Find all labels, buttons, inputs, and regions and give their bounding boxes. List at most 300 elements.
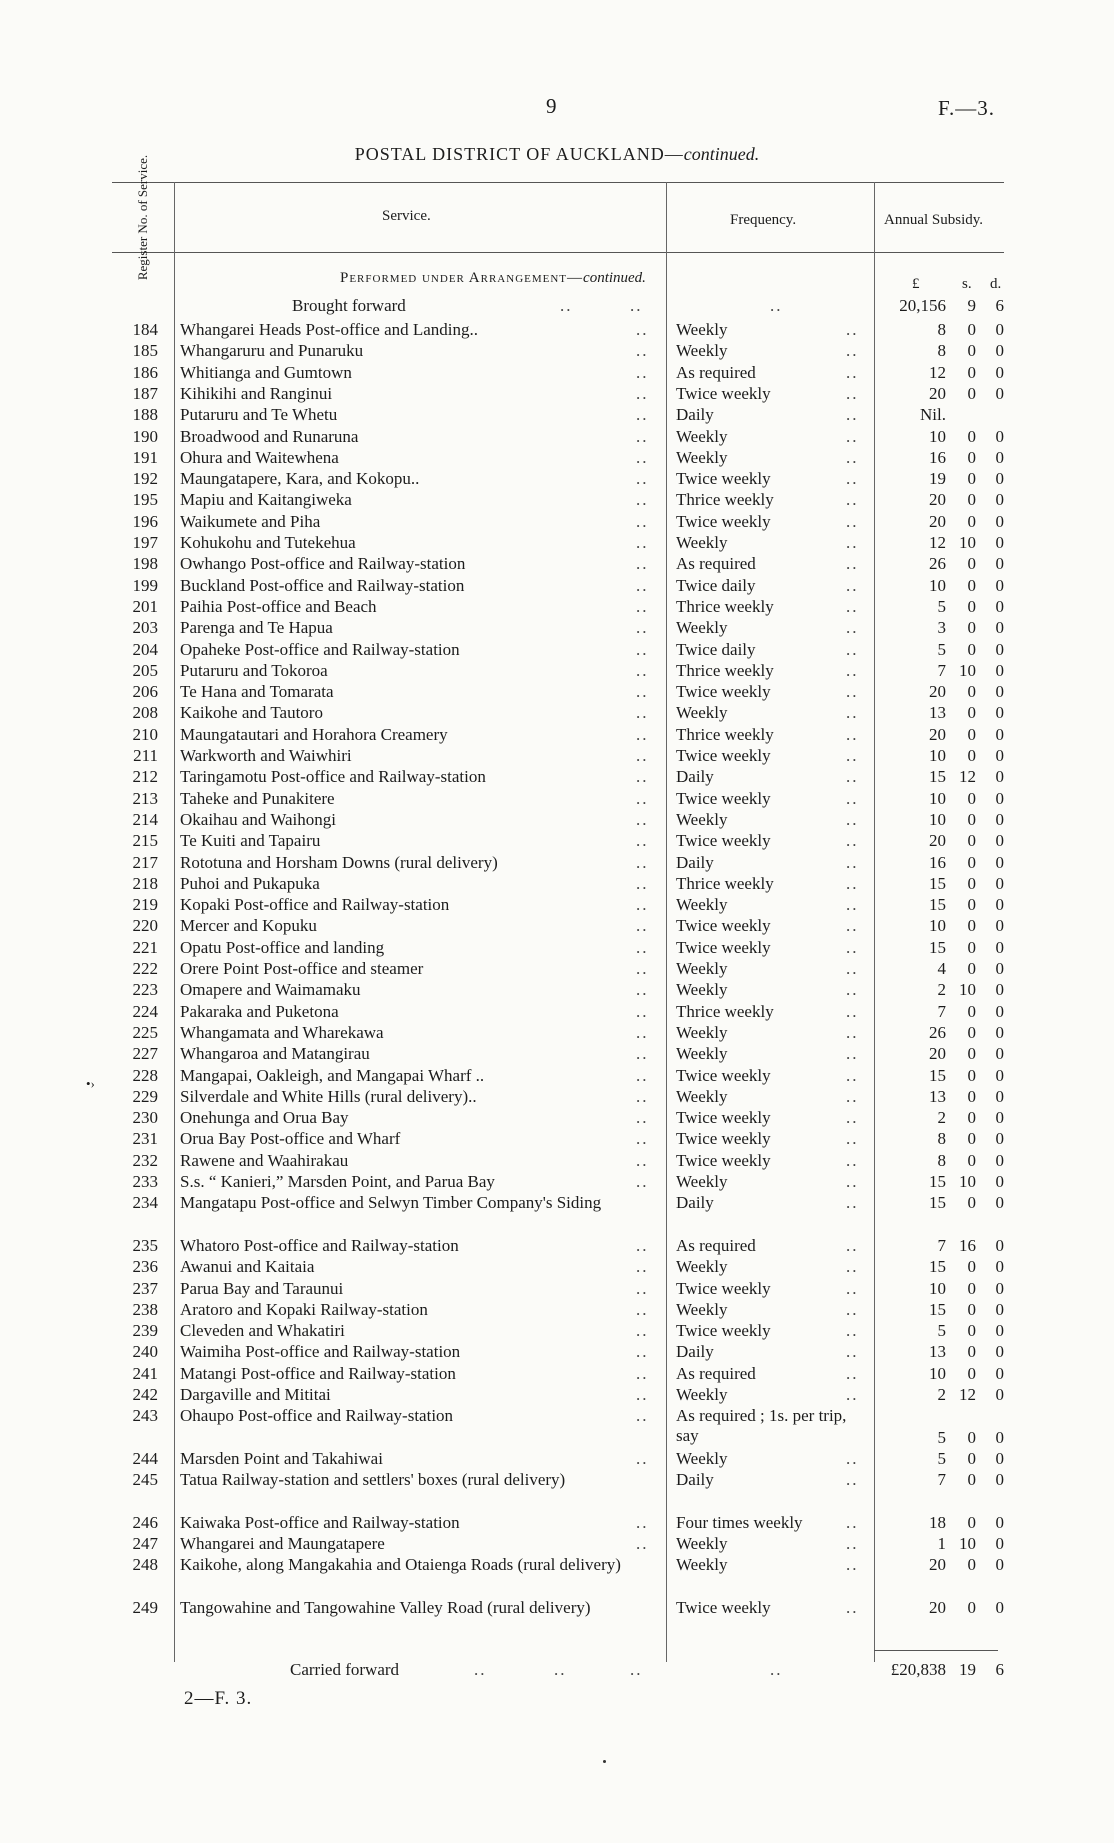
leader-dots: .. [846, 320, 859, 339]
leader-dots: .. [474, 1660, 487, 1679]
brought-forward-pounds: 20,156 [899, 296, 946, 315]
table-top-rule [112, 182, 1004, 183]
frequency: As required [676, 362, 756, 382]
subsidy-pence: 0 [995, 724, 1004, 744]
service-name: Ohura and Waitewhena [180, 447, 339, 467]
leader-dots: .. [846, 1022, 859, 1042]
register-number: 244 [132, 1448, 158, 1468]
register-number: 188 [132, 405, 158, 425]
subsidy-pounds: 8 [937, 341, 946, 361]
brought-forward-shillings: 9 [967, 296, 976, 315]
subsidy-pounds: 20 [929, 724, 946, 744]
subsidy-shillings: 0 [967, 618, 976, 638]
leader-dots: .. [846, 660, 859, 680]
leader-dots: .. [846, 831, 859, 851]
subsidy-pounds: 5 [937, 1427, 946, 1447]
subsidy-pence: 0 [995, 1321, 1004, 1341]
leader-dots: .. [846, 1044, 859, 1064]
frequency: Daily [676, 852, 714, 872]
frequency: Thrice weekly [676, 1001, 774, 1021]
leader-dots: .. [846, 1065, 859, 1085]
margin-mark: •› [86, 1076, 95, 1091]
leader-dots: .. [636, 980, 649, 1000]
service-name: Mapiu and Kaitangiweka [180, 490, 352, 510]
subsidy-pence: 0 [995, 1470, 1004, 1490]
subsidy-shillings: 0 [967, 809, 976, 829]
carried-forward-shillings: 19 [959, 1660, 976, 1679]
register-number: 234 [132, 1193, 158, 1213]
register-number: 231 [132, 1129, 158, 1149]
register-number: 245 [132, 1470, 158, 1490]
frequency: Twice weekly [676, 1065, 771, 1085]
leader-dots: .. [636, 426, 649, 446]
subsidy-shillings: 0 [967, 746, 976, 765]
section-heading: Performed under Arrangement—continued. [340, 270, 646, 286]
register-number: 212 [132, 767, 158, 787]
service-name: Ohaupo Post-office and Railway-station [180, 1406, 454, 1426]
leader-dots: .. [636, 575, 649, 595]
subsidy-pence: 0 [995, 469, 1004, 489]
subsidy-shillings: 0 [967, 1065, 976, 1085]
subsidy-pounds: 10 [929, 746, 946, 765]
subsidy-shillings: 10 [959, 660, 976, 680]
leader-dots: .. [636, 1044, 649, 1064]
leader-dots: .. [846, 554, 859, 574]
service-name: Owhango Post-office and Railway-station [180, 554, 466, 574]
subsidy-pounds: 26 [929, 1022, 946, 1042]
subsidy-pounds: 15 [929, 895, 946, 915]
subsidy-pounds: 20 [929, 831, 946, 851]
subsidy-pence: 0 [995, 618, 1004, 638]
register-number: 195 [132, 490, 158, 510]
leader-dots: .. [846, 618, 859, 638]
subsidy-pounds: 10 [929, 809, 946, 829]
subsidy-pounds: Nil. [920, 405, 946, 425]
leader-dots: .. [846, 511, 859, 531]
leader-dots: .. [846, 362, 859, 382]
subsidy-pounds: 20 [929, 383, 946, 403]
subsidy-pounds: 10 [929, 916, 946, 936]
register-number: 215 [132, 831, 158, 851]
frequency: Twice daily [676, 575, 756, 595]
frequency: As required ; 1s. per trip, say [676, 1406, 847, 1446]
subsidy-pounds: 20 [929, 511, 946, 531]
register-number: 204 [132, 639, 158, 659]
subsidy-shillings: 10 [959, 1172, 976, 1191]
register-number: 227 [132, 1044, 158, 1064]
register-number: 186 [132, 362, 158, 382]
service-name: Rototuna and Horsham Downs (rural delivery) [180, 852, 498, 872]
leader-dots: .. [636, 937, 649, 957]
register-number: 211 [133, 746, 158, 765]
service-name: Te Hana and Tomarata [180, 682, 334, 702]
register-number: 203 [132, 618, 158, 638]
page-title [0, 144, 1114, 165]
col-divider-service [666, 182, 667, 1662]
service-name: Okaihau and Waihongi [180, 809, 337, 829]
frequency: Twice weekly [676, 831, 771, 851]
col-divider-register [174, 182, 175, 1662]
register-number: 224 [132, 1001, 158, 1021]
subsidy-pounds: 12 [929, 362, 946, 382]
column-header-subsidy: Annual Subsidy. [884, 212, 984, 228]
frequency: Weekly [676, 809, 728, 829]
leader-dots: .. [846, 1108, 859, 1128]
leader-dots: .. [846, 383, 859, 403]
service-name: Te Kuiti and Tapairu [180, 831, 321, 851]
subsidy-pence: 0 [995, 980, 1004, 1000]
subsidy-pounds: 13 [929, 1342, 946, 1362]
register-number: 205 [132, 660, 158, 680]
subsidy-pence: 0 [995, 788, 1004, 808]
subsidy-pence: 0 [995, 1172, 1004, 1191]
leader-dots: .. [636, 916, 649, 936]
frequency: As required [676, 1235, 756, 1255]
subsidy-pence: 0 [995, 1448, 1004, 1468]
service-name: Marsden Point and Takahiwai [180, 1448, 383, 1468]
register-number: 192 [132, 469, 158, 489]
leader-dots: .. [636, 618, 649, 638]
register-number: 249 [132, 1598, 158, 1617]
leader-dots: .. [846, 1363, 859, 1383]
leader-dots: .. [636, 1001, 649, 1021]
service-name: Maungatautari and Horahora Creamery [180, 724, 448, 744]
subsidy-pence: 0 [995, 1555, 1004, 1575]
subsidy-pounds: 10 [929, 1278, 946, 1298]
subsidy-pence: 0 [995, 1065, 1004, 1085]
subsidy-shillings: 12 [959, 767, 976, 787]
leader-dots: .. [636, 831, 649, 851]
subsidy-pence: 0 [995, 916, 1004, 936]
leader-dots: .. [846, 1555, 859, 1575]
frequency: Weekly [676, 1385, 728, 1404]
subsidy-shillings: 0 [967, 831, 976, 851]
subsidy-pence: 0 [995, 1299, 1004, 1319]
register-number: 196 [132, 511, 158, 531]
leader-dots: .. [846, 1278, 859, 1298]
subsidy-shillings: 10 [959, 533, 976, 552]
frequency: Weekly [676, 1299, 728, 1319]
subsidy-shillings: 0 [967, 852, 976, 872]
subsidy-pence: 0 [995, 660, 1004, 680]
service-name: Opaheke Post-office and Railway-station [180, 639, 460, 659]
leader-dots: .. [846, 767, 859, 787]
leader-dots: .. [846, 1321, 859, 1341]
service-name: Putaruru and Te Whetu [180, 405, 338, 425]
frequency: Weekly [676, 533, 728, 552]
subsidy-pence: 0 [995, 1022, 1004, 1042]
subsidy-pounds: 16 [929, 852, 946, 872]
subsidy-shillings: 10 [959, 1534, 976, 1554]
subsidy-pence: 0 [995, 1598, 1004, 1617]
frequency: Daily [676, 1193, 714, 1213]
frequency: Daily [676, 1342, 714, 1362]
leader-dots: .. [846, 895, 859, 915]
leader-dots: .. [846, 1342, 859, 1362]
service-name: Taringamotu Post-office and Railway-station [180, 767, 486, 787]
frequency: Four times weekly [676, 1512, 803, 1532]
register-number: 243 [132, 1406, 158, 1426]
subsidy-shillings: 0 [967, 362, 976, 382]
subsidy-shillings: 0 [967, 1427, 976, 1447]
leader-dots: .. [846, 724, 859, 744]
subsidy-pounds: 13 [929, 703, 946, 723]
leader-dots: .. [636, 405, 649, 425]
service-name: Silverdale and White Hills (rural delivery).. [180, 1086, 477, 1106]
subsidy-pence: 0 [995, 873, 1004, 893]
leader-dots: .. [636, 639, 649, 659]
subsidy-shillings: 0 [967, 1321, 976, 1341]
subsidy-pence: 0 [995, 383, 1004, 403]
frequency: Weekly [676, 447, 728, 467]
currency-pounds: £ [912, 276, 920, 292]
subsidy-pence: 0 [995, 1385, 1004, 1404]
subsidy-shillings: 0 [967, 703, 976, 723]
service-name: Whangarei and Maungatapere [180, 1534, 385, 1554]
leader-dots: .. [770, 296, 783, 315]
subsidy-pence: 0 [995, 554, 1004, 574]
subsidy-pence: 0 [995, 1278, 1004, 1298]
leader-dots: .. [636, 703, 649, 723]
subsidy-shillings: 0 [967, 1129, 976, 1149]
title-continued: continued. [683, 144, 760, 164]
subsidy-shillings: 0 [967, 937, 976, 957]
frequency: Twice daily [676, 639, 756, 659]
subsidy-pounds: 20 [929, 1598, 946, 1617]
frequency: Twice weekly [676, 469, 771, 489]
subsidy-pence: 0 [995, 809, 1004, 829]
subsidy-pence: 0 [995, 1342, 1004, 1362]
frequency: Twice weekly [676, 937, 771, 957]
leader-dots: .. [846, 873, 859, 893]
frequency: Weekly [676, 895, 728, 915]
subsidy-pounds: 2 [937, 1385, 946, 1404]
service-name: Kihikihi and Ranginui [180, 383, 333, 403]
service-name: Cleveden and Whakatiri [180, 1321, 345, 1341]
subsidy-pence: 0 [995, 1363, 1004, 1383]
frequency: Thrice weekly [676, 596, 774, 616]
service-name: Puhoi and Pukapuka [180, 873, 320, 893]
frequency: Weekly [676, 959, 728, 978]
frequency: Twice weekly [676, 746, 771, 765]
subsidy-pence: 0 [995, 639, 1004, 659]
leader-dots: .. [636, 469, 649, 489]
subsidy-pounds: 20 [929, 682, 946, 702]
subsidy-shillings: 0 [967, 1448, 976, 1468]
subsidy-pounds: 10 [929, 1363, 946, 1383]
frequency: Weekly [676, 1534, 728, 1554]
leader-dots: .. [846, 426, 859, 446]
service-name: Tangowahine and Tangowahine Valley Road (rural delivery) [180, 1598, 591, 1617]
subsidy-pounds: 19 [929, 469, 946, 489]
leader-dots: .. [636, 1150, 649, 1170]
subsidy-pounds: 2 [937, 1108, 946, 1128]
leader-dots: .. [636, 447, 649, 467]
footer-signature: 2—F. 3. [184, 1688, 253, 1709]
register-number: 208 [132, 703, 158, 723]
subsidy-pounds: 15 [929, 1299, 946, 1319]
currency-pence: d. [990, 276, 1002, 292]
frequency: Twice weekly [676, 1598, 771, 1617]
leader-dots: .. [636, 895, 649, 915]
leader-dots: .. [846, 980, 859, 1000]
subsidy-pence: 0 [995, 1534, 1004, 1554]
leader-dots: .. [636, 596, 649, 616]
leader-dots: .. [846, 959, 859, 978]
subsidy-pence: 0 [995, 937, 1004, 957]
subsidy-pounds: 15 [929, 1172, 946, 1191]
frequency: As required [676, 1363, 756, 1383]
register-number: 238 [132, 1299, 158, 1319]
service-name: Putaruru and Tokoroa [180, 660, 328, 680]
leader-dots: .. [846, 1470, 859, 1490]
leader-dots: .. [636, 873, 649, 893]
subsidy-pence: 0 [995, 682, 1004, 702]
service-name: Opatu Post-office and landing [180, 937, 385, 957]
subsidy-shillings: 0 [967, 426, 976, 446]
subsidy-pence: 0 [995, 490, 1004, 510]
leader-dots: .. [636, 1342, 649, 1362]
subsidy-pence: 0 [995, 767, 1004, 787]
subsidy-shillings: 0 [967, 1001, 976, 1021]
service-name: Kopaki Post-office and Railway-station [180, 895, 450, 915]
subsidy-pounds: 10 [929, 788, 946, 808]
subsidy-pounds: 15 [929, 767, 946, 787]
subsidy-shillings: 0 [967, 916, 976, 936]
leader-dots: .. [846, 1129, 859, 1149]
leader-dots: .. [846, 809, 859, 829]
subsidy-pence: 0 [995, 703, 1004, 723]
leader-dots: .. [846, 682, 859, 702]
service-name: Awanui and Kaitaia [180, 1257, 315, 1277]
frequency: Thrice weekly [676, 490, 774, 510]
service-name: Orua Bay Post-office and Wharf [180, 1129, 401, 1149]
subsidy-pence: 0 [995, 533, 1004, 552]
leader-dots: .. [560, 296, 573, 315]
service-name: Waikumete and Piha [180, 511, 321, 531]
subsidy-shillings: 0 [967, 383, 976, 403]
leader-dots: .. [636, 1278, 649, 1298]
subsidy-pounds: 5 [937, 1448, 946, 1468]
subsidy-shillings: 0 [967, 1598, 976, 1617]
leader-dots: .. [636, 1235, 649, 1255]
frequency: Weekly [676, 980, 728, 1000]
leader-dots: .. [636, 1172, 649, 1191]
frequency: Weekly [676, 341, 728, 361]
register-number: 221 [132, 937, 158, 957]
service-name: Kaikohe, along Mangakahia and Otaienga Roads (rural delivery) [180, 1555, 621, 1575]
leader-dots: .. [846, 916, 859, 936]
frequency: Twice weekly [676, 1129, 771, 1149]
service-name: Waimiha Post-office and Railway-station [180, 1342, 461, 1362]
service-name: Parua Bay and Taraunui [180, 1278, 344, 1298]
leader-dots: .. [846, 788, 859, 808]
leader-dots: .. [636, 1321, 649, 1341]
subsidy-pence: 0 [995, 831, 1004, 851]
subsidy-pence: 0 [995, 746, 1004, 765]
register-number: 222 [132, 959, 158, 978]
leader-dots: .. [846, 1001, 859, 1021]
leader-dots: .. [846, 1299, 859, 1319]
register-number: 210 [132, 724, 158, 744]
subsidy-pounds: 13 [929, 1086, 946, 1106]
leader-dots: .. [636, 959, 649, 978]
subsidy-pounds: 15 [929, 937, 946, 957]
leader-dots: .. [636, 809, 649, 829]
subsidy-shillings: 0 [967, 320, 976, 339]
subsidy-pence: 0 [995, 341, 1004, 361]
leader-dots: .. [846, 852, 859, 872]
leader-dots: .. [636, 1086, 649, 1106]
column-header-frequency: Frequency. [730, 212, 797, 228]
register-number: 190 [132, 426, 158, 446]
subsidy-pounds: 8 [937, 1150, 946, 1170]
subsidy-shillings: 0 [967, 447, 976, 467]
leader-dots: .. [636, 767, 649, 787]
subsidy-shillings: 0 [967, 1512, 976, 1532]
register-number: 239 [132, 1321, 158, 1341]
frequency: Weekly [676, 618, 728, 638]
leader-dots: .. [846, 1598, 859, 1617]
subsidy-pounds: 5 [937, 596, 946, 616]
leader-dots: .. [846, 703, 859, 723]
column-header-register: Register No. of Service. [135, 154, 151, 280]
frequency: Thrice weekly [676, 660, 774, 680]
service-name: Mangapai, Oakleigh, and Mangapai Wharf .. [180, 1065, 485, 1085]
subsidy-pounds: 18 [929, 1512, 946, 1532]
leader-dots: .. [636, 1129, 649, 1149]
subsidy-pounds: 12 [929, 533, 946, 552]
subsidy-pounds: 5 [937, 1321, 946, 1341]
subsidy-pence: 0 [995, 959, 1004, 978]
register-number: 223 [132, 980, 158, 1000]
leader-dots: .. [636, 1065, 649, 1085]
leader-dots: .. [846, 1193, 859, 1213]
service-name: Paihia Post-office and Beach [180, 596, 377, 616]
subsidy-pounds: 26 [929, 554, 946, 574]
register-number: 197 [132, 533, 158, 552]
frequency: Weekly [676, 703, 728, 723]
subsidy-pounds: 8 [937, 320, 946, 339]
register-number: 185 [132, 341, 158, 361]
leader-dots: .. [770, 1660, 783, 1679]
leader-dots: .. [636, 1534, 649, 1554]
register-number: 225 [132, 1022, 158, 1042]
subsidy-pounds: 20 [929, 490, 946, 510]
leader-dots: .. [636, 788, 649, 808]
carried-forward-label: Carried forward [290, 1660, 400, 1679]
service-name: S.s. “ Kanieri,” Marsden Point, and Parua Bay [180, 1172, 495, 1191]
register-number: 187 [132, 383, 158, 403]
frequency: Twice weekly [676, 1278, 771, 1298]
frequency: Weekly [676, 426, 728, 446]
subsidy-pence: 0 [995, 1512, 1004, 1532]
register-number: 217 [132, 852, 158, 872]
frequency: Twice weekly [676, 1150, 771, 1170]
service-name: Kohukohu and Tutekehua [180, 533, 356, 552]
leader-dots: .. [636, 724, 649, 744]
subsidy-pounds: 8 [937, 1129, 946, 1149]
leader-dots: .. [636, 511, 649, 531]
subsidy-pence: 0 [995, 511, 1004, 531]
subsidy-shillings: 0 [967, 1193, 976, 1213]
frequency: Thrice weekly [676, 873, 774, 893]
total-rule [874, 1650, 998, 1651]
service-name: Buckland Post-office and Railway-station [180, 575, 465, 595]
subsidy-shillings: 0 [967, 1108, 976, 1128]
subsidy-shillings: 0 [967, 1150, 976, 1170]
subsidy-pence: 0 [995, 1257, 1004, 1277]
